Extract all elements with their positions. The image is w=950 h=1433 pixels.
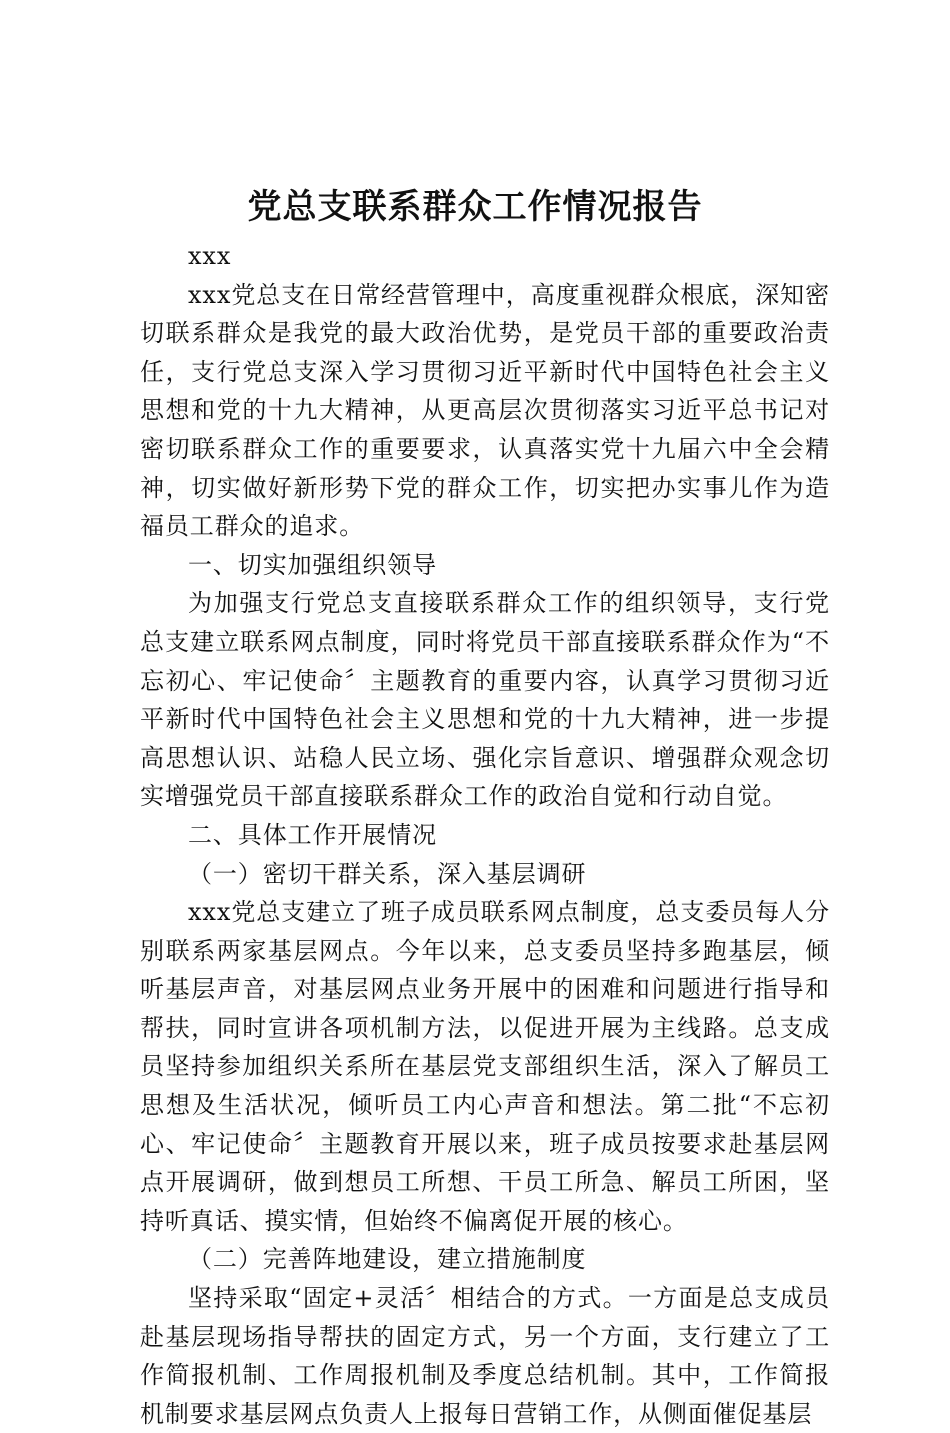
paragraph-organization: 为加强支行党总支直接联系群众工作的组织领导，支行党总支建立联系网点制度，同时将党员干部直接联系群众作为“不忘初心、牢记使命〞主题教育的重要内容，认真学习贯彻习近平新时代中国特色社会主义思想和党的十九大精神，进一步提高思想认识、站稳人民立场、强化宗旨意识、增强群众观念切实增强党员干部直接联系群众工作的政治自觉和行动自觉。 xyxy=(140,589,830,811)
paragraph-intro: xxx党总支在日常经营管理中，高度重视群众根底，深知密切联系群众是我党的最大政治优势，是党员干部的重要政治责任，支行党总支深入学习贯彻习近平新时代中国特色社会主义思想和党的十九大精神，从更高层次贯彻落实习近平总书记对密切联系群众工作的重要要求，认真落实党十九届六中全会精神，切实做好新形势下党的群众工作，切实把办实事儿作为造福员工群众的追求。 xyxy=(140,280,830,541)
subsection-heading-1: （一）密切干群关系，深入基层调研 xyxy=(188,859,587,888)
paragraph-measures: 坚持采取“固定+灵活〞相结合的方式。一方面是总支成员赴基层现场指导帮扶的固定方式，另一个方面，支行建立了工作简报机制、工作周报机制及季度总结机制。其中，工作简报机制要求基层网点负责人上报每日营销工作，从侧面催促基层 xyxy=(140,1284,830,1428)
section-heading-1: 一、切实加强组织领导 xyxy=(188,550,437,579)
section-heading-2: 二、具体工作开展情况 xyxy=(188,820,437,849)
subsection-heading-2: （二）完善阵地建设，建立措施制度 xyxy=(188,1245,587,1274)
document-title: 党总支联系群众工作情况报告 xyxy=(247,187,703,227)
author-line: xxx xyxy=(188,242,232,270)
document-body xyxy=(140,237,830,1433)
paragraph-research: xxx党总支建立了班子成员联系网点制度，总支委员每人分别联系两家基层网点。今年以来，总支委员坚持多跑基层，倾听基层声音，对基层网点业务开展中的困难和问题进行指导和帮扶，同时宣讲各项机制方法，以促进开展为主线路。总支成员坚持参加组织关系所在基层党支部组织生活，深入了解员工思想及生活状况，倾听员工内心声音和想法。第二批“不忘初心、牢记使命〞主题教育开展以来，班子成员按要求赴基层网点开展调研，做到想员工所想、干员工所急、解员工所困，坚持听真话、摸实情，但始终不偏离促开展的核心。 xyxy=(140,898,830,1235)
